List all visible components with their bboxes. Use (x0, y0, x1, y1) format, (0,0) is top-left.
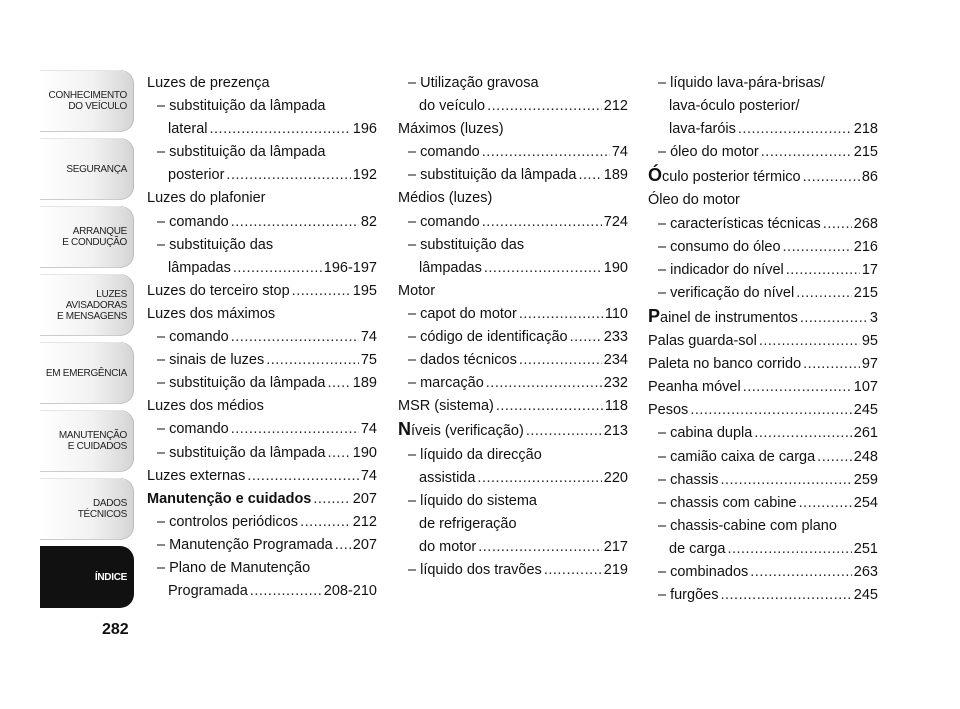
tab-luzes-avisadoras[interactable] (40, 274, 134, 336)
entry-text: – chassis (658, 471, 719, 488)
page-ref: 216 (853, 238, 878, 255)
leader-dots (743, 376, 852, 399)
index-entry (398, 395, 628, 418)
leader-dots (803, 353, 860, 376)
page-ref: 215 (853, 144, 878, 161)
page-ref: 218 (853, 121, 878, 138)
index-heading: Luzes do plafonier (147, 190, 266, 207)
index-entry: de refrigeração (419, 515, 517, 532)
page-ref: 195 (352, 282, 377, 299)
index-entry (648, 492, 878, 515)
entry-text: MSR (sistema) (398, 398, 494, 415)
index-entry (147, 465, 377, 488)
index-entry (398, 559, 628, 582)
leader-dots (786, 259, 860, 282)
leader-dots (803, 166, 860, 189)
index-entry (147, 580, 377, 603)
entry-text: – substituição da lâmpada (408, 167, 577, 184)
index-entry (398, 467, 628, 490)
index-entry (648, 469, 878, 492)
leader-dots (327, 372, 350, 395)
index-entry (648, 118, 878, 141)
leader-dots (482, 141, 610, 164)
leader-dots (478, 536, 602, 559)
page-ref: 74 (360, 329, 377, 346)
entry-text: – sinais de luzes (157, 352, 265, 369)
leader-dots (738, 118, 852, 141)
entry-text: – comando (408, 213, 480, 230)
entry-text: – óleo do motor (658, 144, 759, 161)
index-column-1 (147, 72, 377, 603)
tab-label: SEGURANÇA (66, 163, 127, 175)
entry-text: – camião caixa de carga (658, 448, 816, 465)
index-entry (648, 213, 878, 236)
section-initial: Ó (648, 165, 663, 186)
entry-text: – comando (408, 144, 480, 161)
index-entry (398, 141, 628, 164)
page-ref: 213 (603, 423, 628, 440)
leader-dots (484, 257, 602, 280)
page-ref: 97 (861, 356, 878, 373)
index-entry: – substituição da lâmpada (157, 144, 326, 161)
leader-dots (761, 141, 852, 164)
entry-text: posterior (168, 167, 225, 184)
index-entry (147, 372, 377, 395)
entry-text: Luzes do terceiro stop (147, 282, 290, 299)
index-heading: Luzes de prezença (147, 75, 270, 91)
index-column-3 (648, 72, 878, 607)
index-entry: – líquido do sistema (408, 492, 537, 509)
entry-text-rest: ainel de instrumentos (660, 309, 798, 326)
entry-text: – verificação do nível (658, 284, 795, 301)
index-entry (398, 211, 628, 234)
page-ref: 219 (603, 561, 628, 578)
index-entry: – líquido da direcção (408, 446, 542, 463)
entry-text: – capot do motor (408, 305, 517, 322)
entry-text: Pesos (648, 402, 689, 419)
leader-dots (292, 280, 351, 303)
page-number: 282 (102, 621, 129, 638)
index-entry (147, 349, 377, 372)
page-ref: 189 (603, 167, 628, 184)
index-entry (147, 257, 377, 280)
entry-text: lava-faróis (669, 121, 736, 138)
leader-dots (477, 467, 601, 490)
entry-text: – indicador do nível (658, 261, 784, 278)
leader-dots (754, 422, 851, 445)
leader-dots (519, 303, 603, 326)
index-column-2 (398, 72, 628, 582)
index-entry (398, 303, 628, 326)
index-entry (147, 488, 377, 511)
leader-dots (690, 399, 851, 422)
page-ref: 254 (853, 494, 878, 511)
page-ref: 245 (853, 587, 878, 604)
index-heading: Óleo do motor (648, 192, 740, 209)
leader-dots (526, 420, 602, 443)
index-heading: Motor (398, 282, 436, 299)
index-entry (398, 326, 628, 349)
leader-dots (486, 372, 602, 395)
leader-dots (720, 469, 851, 492)
page-ref: 74 (611, 144, 628, 161)
index-entry (648, 446, 878, 469)
leader-dots (250, 580, 322, 603)
leader-dots (727, 538, 851, 561)
index-entry (648, 422, 878, 445)
leader-dots (750, 561, 852, 584)
tab-label: EM EMERGÊNCIA (45, 367, 127, 379)
page-ref: 259 (853, 471, 878, 488)
index-entry (147, 511, 377, 534)
leader-dots (231, 326, 359, 349)
entry-text: – controlos periódicos (157, 513, 299, 530)
tab-label: MANUTENÇÃO E CUIDADOS (58, 430, 127, 452)
page-ref: 74 (360, 421, 377, 438)
entry-text: – cabina dupla (658, 425, 753, 442)
index-entry: – líquido lava-pára-brisas/ (658, 75, 825, 91)
index-entry (648, 164, 878, 189)
page-ref: 207 (352, 536, 377, 553)
index-entry (147, 326, 377, 349)
entry-text: Paleta no banco corrido (648, 356, 802, 373)
index-entry (398, 418, 628, 443)
page-ref: 208-210 (323, 583, 377, 600)
entry-text: – substituição da lâmpada (157, 444, 326, 461)
index-entry (648, 236, 878, 259)
entry-text: – comando (157, 213, 229, 230)
entry-text: – substituição da lâmpada (157, 375, 326, 392)
index-entry: – substituição da lâmpada (157, 98, 326, 115)
page-ref: 263 (853, 563, 878, 580)
index-entry (398, 164, 628, 187)
entry-text-rest: culo posterior térmico (662, 169, 801, 186)
index-heading: Luzes dos máximos (147, 305, 276, 322)
entry-text: assistida (419, 469, 476, 486)
index-entry (147, 442, 377, 465)
page-ref: 95 (861, 333, 878, 350)
tab-conhecimento-do-veiculo[interactable] (40, 70, 134, 132)
entry-text: Peanha móvel (648, 379, 741, 396)
leader-dots (799, 492, 852, 515)
index-entry (147, 211, 377, 234)
leader-dots (487, 95, 602, 118)
index-entry (398, 536, 628, 559)
leader-dots (817, 446, 852, 469)
entry-text: – código de identificação (408, 329, 568, 346)
leader-dots (482, 211, 602, 234)
entry-text: lâmpadas (419, 259, 482, 276)
tab-label: LUZES AVISADORAS E MENSAGENS (56, 288, 127, 322)
index-entry: – Plano de Manutenção (157, 559, 311, 576)
page-ref: 217 (603, 538, 628, 555)
index-heading: Máximos (luzes) (398, 121, 504, 138)
page-ref: 251 (853, 540, 878, 557)
entry-text (398, 418, 524, 443)
entry-text: lateral (168, 121, 208, 138)
entry-text: Palas guarda-sol (648, 333, 757, 350)
index-entry: – substituição das (408, 236, 525, 253)
leader-dots (519, 349, 602, 372)
index-entry: – substituição das (157, 236, 274, 253)
tab-em-emergencia[interactable] (40, 342, 134, 404)
page-ref: 107 (853, 379, 878, 396)
entry-text: Luzes externas (147, 467, 246, 484)
tab-dados-tecnicos[interactable] (40, 478, 134, 540)
page-ref: 86 (861, 169, 878, 186)
entry-text-rest: íveis (verificação) (411, 423, 524, 440)
page-ref: 268 (853, 215, 878, 232)
tab-label: CONHECIMENTO DO VEÍCULO (48, 90, 127, 112)
page-ref: 17 (861, 261, 878, 278)
index-entry (648, 282, 878, 305)
page-ref: 118 (604, 398, 628, 415)
index-entry (398, 372, 628, 395)
entry-text: do veículo (419, 98, 486, 115)
entry-text: Programada (168, 583, 248, 600)
index-entry (648, 538, 878, 561)
index-entry (648, 330, 878, 353)
index-entry (648, 353, 878, 376)
page-ref: 234 (603, 352, 628, 369)
entry-text (648, 305, 798, 330)
index-entry: – Utilização gravosa (408, 75, 539, 91)
leader-dots (759, 330, 860, 353)
tab-seguranca[interactable] (40, 138, 134, 200)
entry-text: – comando (157, 421, 229, 438)
page-ref: 82 (360, 213, 377, 230)
tab-label: DADOS TÉCNICOS (77, 498, 127, 520)
leader-dots (496, 395, 603, 418)
leader-dots (800, 307, 868, 330)
page-ref: 233 (603, 329, 628, 346)
entry-text: – combinados (658, 563, 749, 580)
entry-text: lâmpadas (168, 259, 231, 276)
page-ref: 74 (360, 467, 377, 484)
entry-text: de carga (669, 540, 726, 557)
page-ref: 196-197 (323, 259, 377, 276)
index-entry (398, 257, 628, 280)
index-entry: – chassis-cabine com plano (658, 517, 837, 534)
page-ref: 248 (853, 448, 878, 465)
entry-text: – marcação (408, 375, 484, 392)
entry-text: – líquido dos travões (408, 561, 542, 578)
page-ref: 245 (853, 402, 878, 419)
page-ref: 232 (603, 375, 628, 392)
entry-text: – chassis com cabine (658, 494, 797, 511)
leader-dots (783, 236, 852, 259)
leader-dots (231, 211, 359, 234)
index-entry (648, 399, 878, 422)
leader-dots (823, 213, 852, 236)
page-ref: 220 (603, 469, 628, 486)
index-entry (147, 280, 377, 303)
index-heading: Luzes dos médios (147, 398, 264, 415)
page-ref: 3 (869, 309, 878, 326)
tab-manutencao-e-cuidados[interactable] (40, 410, 134, 472)
page-ref: 190 (352, 444, 377, 461)
leader-dots (796, 282, 852, 305)
page-ref: 207 (352, 490, 377, 507)
page-ref: 724 (603, 213, 628, 230)
tab-indice[interactable] (40, 546, 134, 608)
leader-dots (335, 534, 351, 557)
leader-dots (247, 465, 359, 488)
page-ref: 189 (352, 375, 377, 392)
leader-dots (544, 559, 602, 582)
index-entry (648, 561, 878, 584)
section-initial: N (398, 419, 411, 440)
index-entry (398, 349, 628, 372)
leader-dots (231, 418, 359, 441)
page-ref: 196 (352, 121, 377, 138)
chapter-sidebar (40, 70, 134, 614)
page-ref: 212 (352, 513, 377, 530)
entry-text: Manutenção e cuidados (147, 490, 312, 507)
entry-text: – furgões (658, 587, 719, 604)
leader-dots (578, 164, 601, 187)
entry-text: – dados técnicos (408, 352, 517, 369)
index-entry (398, 95, 628, 118)
index-entry (147, 118, 377, 141)
index-entry (147, 418, 377, 441)
page-ref: 190 (603, 259, 628, 276)
tab-arranque-e-conducao[interactable] (40, 206, 134, 268)
leader-dots (313, 488, 350, 511)
index-heading: Médios (luzes) (398, 190, 493, 207)
leader-dots (300, 511, 351, 534)
entry-text: do motor (419, 538, 477, 555)
leader-dots (570, 326, 602, 349)
tab-label: ÍNDICE (94, 571, 127, 583)
index-entry (147, 534, 377, 557)
page-ref: 261 (853, 425, 878, 442)
index-entry (648, 305, 878, 330)
entry-text (648, 164, 801, 189)
entry-text: – Manutenção Programada (157, 536, 333, 553)
leader-dots (233, 257, 322, 280)
index-entry (147, 164, 377, 187)
tab-label: ARRANQUE E CONDUÇÃO (62, 226, 127, 248)
entry-text: – comando (157, 329, 229, 346)
page-ref: 212 (603, 98, 628, 115)
page-ref: 215 (853, 284, 878, 301)
leader-dots (226, 164, 350, 187)
leader-dots (210, 118, 351, 141)
leader-dots (720, 584, 851, 607)
index-entry (648, 141, 878, 164)
index-entry (648, 376, 878, 399)
page-ref: 192 (352, 167, 377, 184)
leader-dots (266, 349, 359, 372)
leader-dots (327, 442, 350, 465)
entry-text: – características técnicas (658, 215, 821, 232)
page-ref: 75 (360, 352, 377, 369)
index-entry: lava-óculo posterior/ (669, 98, 800, 115)
section-initial: P (648, 305, 661, 326)
entry-text: – consumo do óleo (658, 238, 781, 255)
index-entry (648, 584, 878, 607)
index-entry (648, 259, 878, 282)
page-ref: 110 (604, 305, 628, 322)
